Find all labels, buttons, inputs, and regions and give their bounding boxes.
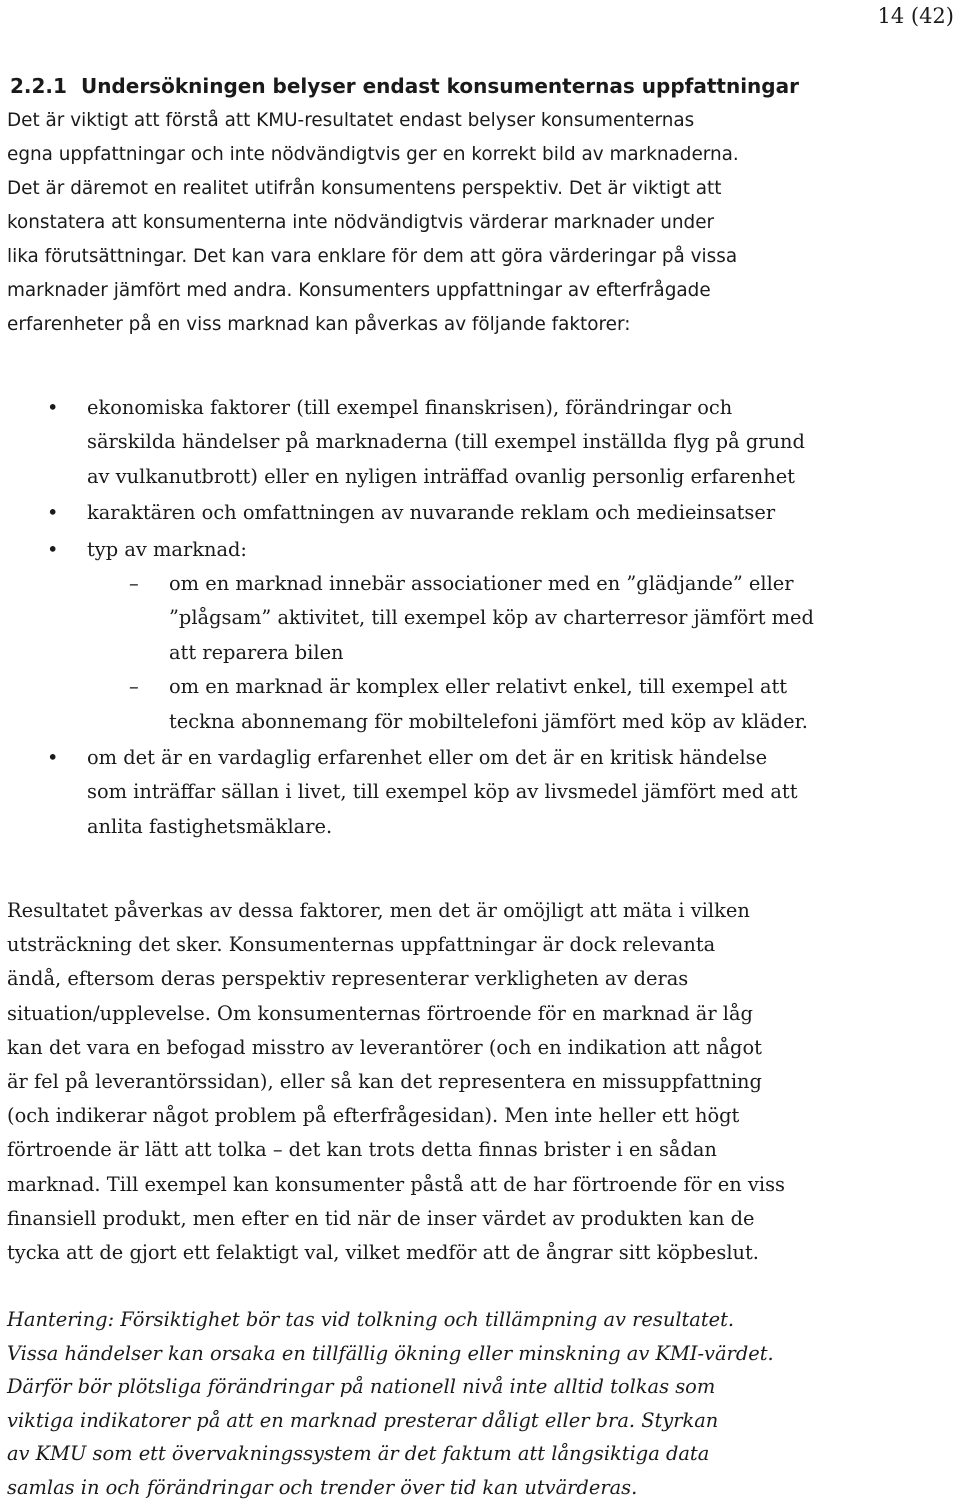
- handling-line: av KMU som ett övervakningssystem är det faktum att långsiktiga data: [7, 1442, 710, 1466]
- sublist-item: [87, 567, 960, 670]
- intro-line: erfarenheter på en viss marknad kan påverkas av följande faktorer:: [7, 314, 631, 335]
- result-line: marknad. Till exempel kan konsumenter påstå att de har förtroende för en viss: [7, 1172, 785, 1196]
- result-line: finansiell produkt, men efter en tid när de inser värdet av produkten kan de: [7, 1206, 755, 1230]
- bullet-marker: •: [47, 537, 59, 561]
- page-number: 14 (42): [877, 4, 954, 28]
- list-item-line: typ av marknad:: [87, 537, 247, 561]
- list-item-line: ekonomiska faktorer (till exempel finanskrisen), förändringar och: [87, 396, 733, 419]
- sublist-item-line: ”plågsam” aktivitet, till exempel köp av charterresor jämfört med: [169, 606, 814, 630]
- handling-line: samlas in och förändringar och trender över tid kan utvärderas.: [7, 1475, 638, 1499]
- result-line: ändå, eftersom deras perspektiv representerar verkligheten av deras: [7, 967, 689, 991]
- result-line: situation/upplevelse. Om konsumenternas förtroende för en marknad är låg: [7, 1001, 753, 1025]
- list-item: [0, 391, 960, 494]
- sublist-item: [87, 670, 960, 739]
- intro-line: marknader jämfört med andra. Konsumenters uppfattningar av efterfrågade: [7, 280, 711, 301]
- bullet-marker: •: [47, 501, 59, 525]
- handling-line: Hantering: Försiktighet bör tas vid tolkning och tillämpning av resultatet.: [7, 1308, 735, 1331]
- result-line: tycka att de gjort ett felaktigt val, vilket medför att de ångrar sitt köpbeslut.: [7, 1241, 759, 1265]
- section-heading: [10, 70, 799, 102]
- result-line: utsträckning det sker. Konsumenternas uppfattningar är dock relevanta: [7, 933, 716, 957]
- sublist-item-line: att reparera bilen: [169, 640, 344, 664]
- handling-line: viktiga indikatorer på att en marknad presterar dåligt eller bra. Styrkan: [7, 1408, 719, 1432]
- sublist-item-line: om en marknad är komplex eller relativt enkel, till exempel att: [169, 675, 788, 699]
- list-item: [0, 533, 960, 739]
- intro-line: Det är däremot en realitet utifrån konsumentens perspektiv. Det är viktigt att: [7, 178, 722, 199]
- result-line: Resultatet påverkas av dessa faktorer, men det är omöjligt att mäta i vilken: [7, 899, 750, 922]
- intro-paragraph: [7, 104, 957, 342]
- factor-list: [0, 391, 960, 846]
- market-type-sublist: [87, 567, 960, 739]
- list-item-line: särskilda händelser på marknaderna (till exempel inställda flyg på grund: [87, 430, 805, 454]
- section-title: Undersökningen belyser endast konsumenternas uppfattningar: [80, 74, 799, 98]
- handling-line: Vissa händelser kan orsaka en tillfällig ökning eller minskning av KMI-värdet.: [7, 1341, 774, 1365]
- dash-marker: –: [129, 572, 139, 596]
- dash-marker: –: [129, 675, 139, 699]
- bullet-marker: •: [47, 746, 59, 770]
- intro-line: egna uppfattningar och inte nödvändigtvis ger en korrekt bild av marknaderna.: [7, 144, 739, 165]
- result-line: (och indikerar något problem på efterfrågesidan). Men inte heller ett högt: [7, 1104, 740, 1128]
- section-number: 2.2.1: [10, 74, 67, 98]
- result-line: är fel på leverantörssidan), eller så kan det representera en missuppfattning: [7, 1070, 762, 1094]
- list-item-line: av vulkanutbrott) eller en nyligen inträffad ovanlig personlig erfarenhet: [87, 464, 795, 488]
- intro-line: lika förutsättningar. Det kan vara enklare för dem att göra värderingar på vissa: [7, 246, 738, 267]
- sublist-item-line: om en marknad innebär associationer med en ”glädjande” eller: [169, 572, 794, 596]
- list-item-line: karaktären och omfattningen av nuvarande reklam och medieinsatser: [87, 501, 776, 525]
- list-item-line: som inträffar sällan i livet, till exempel köp av livsmedel jämfört med att: [87, 780, 798, 804]
- list-item: [0, 496, 960, 530]
- handling-paragraph: [7, 1303, 957, 1505]
- list-item-line: anlita fastighetsmäklare.: [87, 814, 333, 838]
- result-line: kan det vara en befogad misstro av leverantörer (och en indikation att något: [7, 1035, 762, 1059]
- sublist-item-line: teckna abonnemang för mobiltelefoni jämfört med köp av kläder.: [169, 709, 808, 733]
- handling-line: Därför bör plötsliga förändringar på nationell nivå inte alltid tolkas som: [7, 1375, 716, 1399]
- intro-line: konstatera att konsumenterna inte nödvändigtvis värderar marknader under: [7, 212, 715, 233]
- list-item-line: om det är en vardaglig erfarenhet eller om det är en kritisk händelse: [87, 746, 768, 770]
- result-paragraph: [7, 894, 957, 1270]
- result-line: förtroende är lätt att tolka – det kan trots detta finnas brister i en sådan: [7, 1138, 717, 1162]
- list-item: [0, 741, 960, 844]
- bullet-marker: •: [47, 396, 59, 419]
- intro-line: Det är viktigt att förstå att KMU-resultatet endast belyser konsumenternas: [7, 110, 695, 131]
